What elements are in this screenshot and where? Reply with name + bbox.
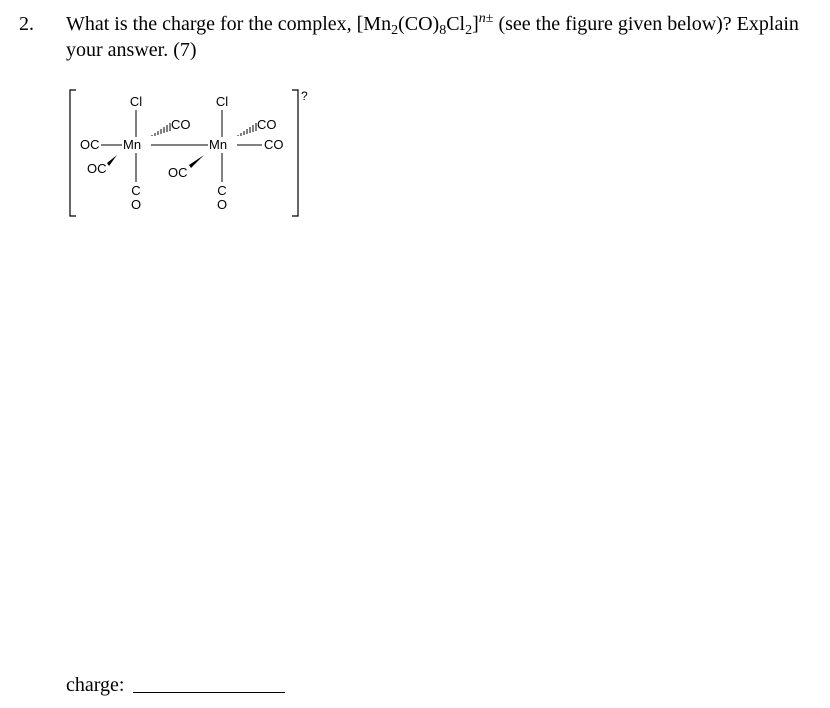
complex-structure-figure <box>60 86 320 220</box>
bracket-right <box>292 90 298 216</box>
subscript-mn: 2 <box>391 23 399 38</box>
mn-label-right: Mn <box>209 137 228 152</box>
cl-label-left: Cl <box>129 94 143 109</box>
mn-center-left <box>80 94 191 212</box>
hashed-wedge-right <box>238 123 256 136</box>
c-label-left: C <box>131 183 141 198</box>
complex-structure-svg <box>60 86 320 220</box>
co-label-axial-right: CO <box>264 137 284 152</box>
solid-wedge-right <box>189 155 204 168</box>
superscript-charge <box>479 11 494 26</box>
charge-question-mark: ? <box>301 89 308 103</box>
subscript-cl: 2 <box>465 23 473 38</box>
mn-label-left: Mn <box>123 137 142 152</box>
co-label-dash-right: CO <box>257 117 277 132</box>
solid-wedge-left <box>107 155 117 166</box>
o-label-right: O <box>216 197 228 212</box>
question-text-part: (see the figure given below)? Explain your answer. (7) <box>66 13 799 61</box>
question-text <box>66 11 816 63</box>
question-text-part: Cl <box>446 13 466 35</box>
bracket-left <box>70 90 76 216</box>
o-label-left: O <box>130 197 142 212</box>
co-label-dash-left: CO <box>171 117 191 132</box>
c-label-right: C <box>217 183 227 198</box>
mn-center-right <box>168 94 284 212</box>
subscript-co: 8 <box>439 23 447 38</box>
question-text-part: (CO) <box>398 13 440 35</box>
charge-label: charge: <box>66 674 125 696</box>
oc-label-wedge-left: OC <box>87 161 107 176</box>
charge-answer-blank[interactable] <box>133 692 285 693</box>
superscript-pm: ± <box>485 11 494 26</box>
question-number: 2. <box>19 13 34 35</box>
oc-label-wedge-right: OC <box>168 165 188 180</box>
oc-label-axial-left: OC <box>80 137 100 152</box>
question-text-part: What is the charge for the complex, [Mn <box>66 13 392 35</box>
cl-label-right: Cl <box>215 94 229 109</box>
hashed-wedge-left <box>152 123 170 136</box>
superscript-n: n <box>478 11 486 26</box>
question-text-part: ] <box>472 13 479 35</box>
